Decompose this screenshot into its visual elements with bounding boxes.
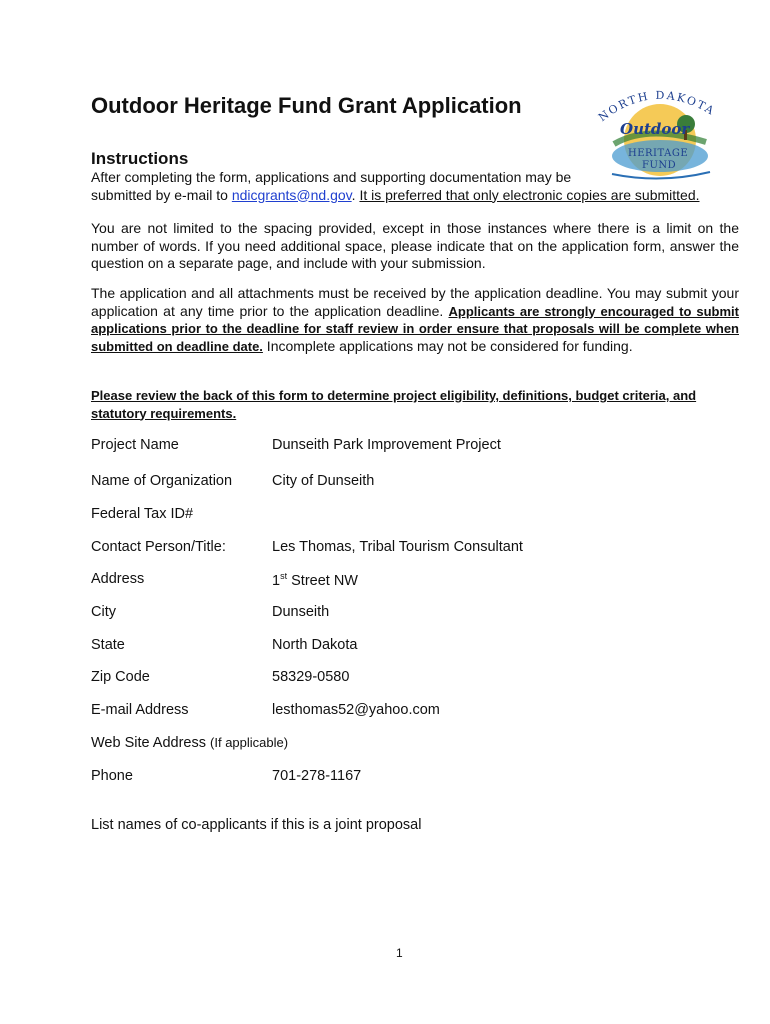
phone-label: Phone	[91, 768, 133, 784]
zip-label: Zip Code	[91, 669, 150, 685]
instructions-heading: Instructions	[91, 149, 189, 168]
logo-fund-text: FUND	[642, 160, 677, 171]
instructions-paragraph-4: Please review the back of this form to determine project eligibility, definitions, budget criteria, and statutory requirements.	[91, 388, 697, 421]
website-label-wrap	[91, 735, 288, 751]
organization-label: Name of Organization	[91, 473, 233, 489]
instructions-p3-bold: Applicants are strongly encouraged to submit applications prior to the deadline for staff review in order ensure that proposals will be complete when submitted on deadline date.	[91, 303, 739, 354]
contact-label: Contact Person/Title:	[91, 539, 226, 555]
page-title: Outdoor Heritage Fund Grant Application	[91, 93, 522, 118]
address-value-rest: Street NW	[287, 572, 358, 589]
page-number: 1	[396, 946, 403, 960]
logo-top-text: NORTH DAKOTA	[596, 88, 718, 125]
logo-script-text: Outdoor	[620, 120, 690, 138]
phone-value[interactable]: 701-278-1167	[272, 768, 362, 784]
state-label: State	[91, 637, 125, 653]
city-label: City	[91, 604, 116, 620]
city-value[interactable]: Dunseith	[272, 604, 330, 620]
website-label-note: (If applicable)	[210, 735, 289, 750]
project-name-value[interactable]: Dunseith Park Improvement Project	[272, 437, 501, 453]
instructions-p3-start: The application and all attachments must be received by the application deadline. You may submit your application at any time prior to the application deadline.	[91, 285, 739, 319]
contact-value[interactable]: Les Thomas, Tribal Tourism Consultant	[272, 539, 523, 555]
email-value[interactable]: lesthomas52@yahoo.com	[272, 702, 440, 718]
instructions-p1-period: .	[351, 186, 360, 203]
zip-value[interactable]: 58329-0580	[272, 669, 350, 685]
instructions-paragraph-3	[91, 285, 739, 355]
coapplicants-label: List names of co-applicants if this is a joint proposal	[91, 817, 422, 833]
address-value[interactable]	[272, 571, 358, 589]
address-value-suffix: st	[280, 571, 288, 581]
email-label: E-mail Address	[91, 702, 189, 718]
state-value[interactable]: North Dakota	[272, 637, 358, 653]
instructions-paragraph-1	[91, 169, 739, 204]
instructions-p3-end: Incomplete applications may not be considered for funding.	[262, 337, 633, 354]
tax-id-label: Federal Tax ID#	[91, 506, 194, 522]
project-name-label: Project Name	[91, 437, 179, 453]
organization-value[interactable]: City of Dunseith	[272, 473, 375, 489]
address-value-number: 1	[272, 572, 281, 589]
instructions-paragraph-2: You are not limited to the spacing provided, except in those instances where there is a limit on the number of words. If you need additional space, please indicate that on the application form, answer the question on a separate page, and include with your submission.	[91, 220, 739, 271]
address-label: Address	[91, 571, 145, 587]
website-label: Web Site Address	[91, 735, 206, 751]
instructions-p1-before: After completing the form, applications and supporting documentation may be	[91, 169, 572, 185]
instructions-p1-submitted: submitted by e-mail to	[91, 186, 232, 203]
ndic-email-link[interactable]: ndicgrants@nd.gov	[231, 186, 352, 203]
logo-heritage-text: HERITAGE	[628, 148, 689, 159]
instructions-p1-preferred: It is preferred that only electronic copies are submitted.	[359, 186, 700, 203]
